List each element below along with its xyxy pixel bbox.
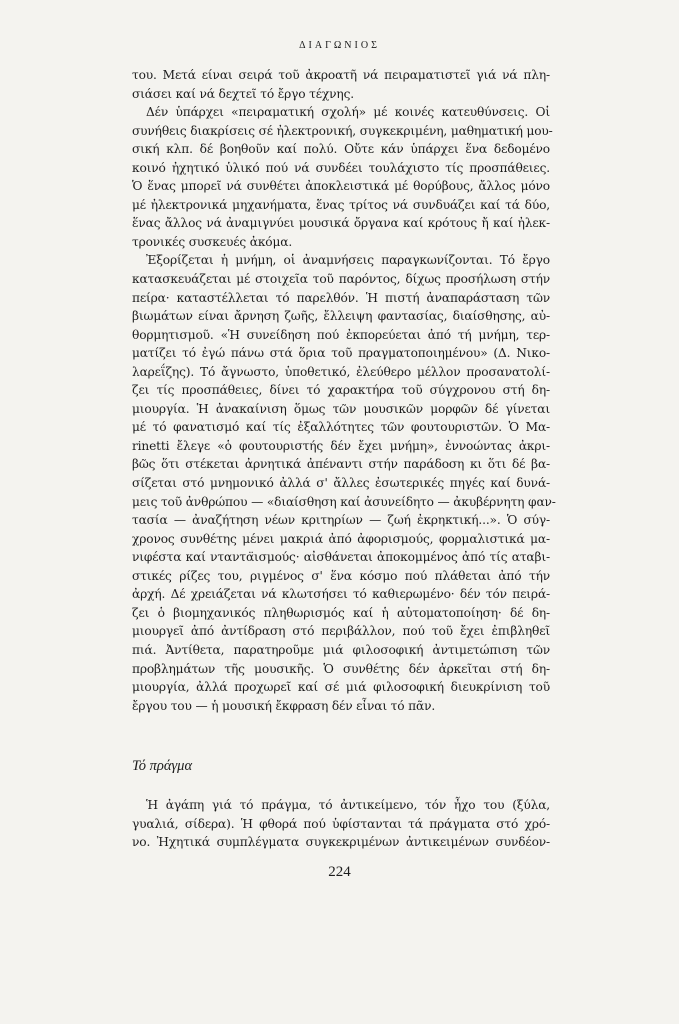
- text-line: προβλημάτων τῆς μουσικῆς. Ὁ συνθέτης δέν ἀρκεῖται στή δη-: [132, 661, 550, 676]
- section-heading: Τό πράγμα: [132, 758, 193, 774]
- text-line: σίζεται στό μνημονικό ἀλλά σ' ἄλλες ἐσωτερικές πηγές καί δυνά-: [132, 476, 550, 491]
- page-number: 224: [328, 864, 351, 880]
- text-line: Ἐξορίζεται ἡ μνήμη, οἱ ἀναμνήσεις παραγκωνίζονται. Τό ἔργο: [146, 253, 550, 268]
- text-line: γυαλιά, σίδερα). Ἡ φθορά πού ὑφίστανται τά πράγματα στό χρό-: [132, 816, 550, 831]
- text-line: θορμητισμοῦ. «Ἡ συνείδηση πού ἐκπορεύεται ἀπό τή μνήμη, τερ-: [132, 327, 550, 342]
- text-line: νο. Ἠχητικά συμπλέγματα συγκεκριμένων ἀντικειμένων συνδέον-: [132, 835, 550, 850]
- text-line: Ὁ ἕνας μπορεῖ νά συνθέτει ἀποκλειστικά μέ θορύβους, ἄλλος μόνο: [132, 179, 550, 194]
- text-line: χρονος συνθέτης μένει μακριά ἀπό ἀφορισμούς, φορμαλιστικά μα-: [132, 531, 550, 546]
- text-line: στικές ρίζες του, ριγμένος σ' ἕνα κόσμο πού πλάθεται ἀπό τήν: [132, 568, 550, 583]
- text-line: ἔργου του — ἡ μουσική ἔκφραση δέν εἶναι τό πᾶν.: [132, 698, 436, 713]
- text-line: Δέν ὑπάρχει «πειραματική σχολή» μέ κοινές κατευθύνσεις. Οἱ: [146, 105, 550, 120]
- running-head: ΔΙΑΓΩΝΙΟΣ: [299, 40, 380, 51]
- text-line: ζει ὁ βιομηχανικός πληθωρισμός καί ἡ αὐτοματοποίηση· δέ δη-: [132, 605, 550, 620]
- text-line: κατασκευάζεται μέ στοιχεῖα τοῦ παρόντος, δίχως προσήλωση στήν: [132, 272, 550, 287]
- text-line: του. Μετά είναι σειρά τοῦ ἀκροατῆ νά πειραματιστεῖ γιά νά πλη-: [132, 68, 550, 82]
- text-line: τασία — ἀναζήτηση νέων κριτηρίων — ζωή ἐκρηκτική...». Ὁ σύγ-: [132, 513, 550, 528]
- text-line: συνήθεις διακρίσεις σέ ἠλεκτρονική, συγκεκριμένη, μαθηματική μου-: [132, 123, 553, 138]
- text-line: μιουργεῖ ἀπό ἀντίδραση στό περιβάλλον, πού τοῦ ἔχει ἐπιβληθεῖ: [132, 624, 550, 639]
- text-line: βιωμάτων είναι ἄρνηση ζωῆς, ἔλλειψη φαντασίας, διαίσθησης, αὐ-: [132, 309, 550, 324]
- text-line: ἕνας ἄλλος νά ἀναμιγνύει μουσικά ὄργανα καί κρότους ἤ καί ἠλεκ-: [132, 216, 550, 231]
- text-line: πείρα· καταστέλλεται τό παρελθόν. Ἡ πιστή ἀναπαράσταση τῶν: [132, 290, 550, 305]
- text-line: κοινό ἠχητικό ὑλικό πού νά συνδέει τουλάχιστο τίς προσπάθειες.: [132, 160, 550, 175]
- section-text: [132, 796, 550, 852]
- text-line: ζει τίς προσπάθειες, δίνει τό χαρακτήρα τοῦ σύγχρονου στή δη-: [132, 383, 550, 398]
- text-line: ἀρχή. Δέ χρειάζεται νά κλωτσήσει τό καθιερωμένο· δέν τόν πειρά-: [132, 587, 550, 602]
- text-line: λαρεΐζης). Τό ἄγνωστο, ὑποθετικό, ἐλεύθερο μέλλον προσανατολί-: [132, 364, 550, 379]
- text-line: τρονικές συσκευές ἀκόμα.: [132, 234, 293, 249]
- text-line: βῶς ὅτι στέκεται ἀρνητικά ἀπέναντι στήν παράδοση κι ὅτι δέ βα-: [132, 457, 550, 472]
- text-line: σική κλπ. δέ βοηθοῦν καί πολύ. Οὔτε κάν ὑπάρχει ἕνα δεδομένο: [132, 142, 550, 157]
- text-line: μιουργία, ἀλλά προχωρεῖ καί σέ μιά φιλοσοφική διευκρίνιση τοῦ: [132, 680, 550, 695]
- text-line: νιφέστα καί νταντα̈ισμούς· αἰσθάνεται ἀποκομμένος ἀπό τίς αταβι-: [132, 550, 550, 565]
- text-line: Ἡ ἀγάπη γιά τό πράγμα, τό ἀντικείμενο, τόν ἦχο του (ξύλα,: [146, 798, 550, 812]
- text-line: μιουργία. Ἡ ἀνακαίνιση ὅμως τῶν μουσικῶν μορφῶν δέ γίνεται: [132, 401, 550, 416]
- text-line: σιάσει καί νά δεχτεῖ τό ἔργο τέχνης.: [132, 86, 354, 101]
- text-line: ματίζει τό ἐγώ πάνω στά ὅρια τοῦ πραγματοποιημένου» (Δ. Νικο-: [132, 346, 550, 361]
- text-line: μέ ἠλεκτρονικά μηχανήματα, ἕνας τρίτος νά συνδυάζει καί τά δύο,: [132, 197, 550, 212]
- text-line: rinetti ἔλεγε «ὁ φουτουριστής δέν ἔχει μνήμη», ἐννοώντας ἀκρι-: [132, 438, 550, 453]
- body-text: [132, 66, 556, 715]
- text-line: μέ τό φανατισμό καί τίς ἐξαλλότητες τῶν φουτουριστῶν. Ὁ Μα-: [132, 420, 550, 435]
- text-line: πιά. Ἀντίθετα, παρατηροῦμε μιά φιλοσοφική ἀντιμετώπιση τῶν: [132, 642, 550, 657]
- text-line: μεις τοῦ ἀνθρώπου — «διαίσθηση καί ἀσυνείδητο — ἀκυβέρνητη φαν-: [132, 494, 556, 509]
